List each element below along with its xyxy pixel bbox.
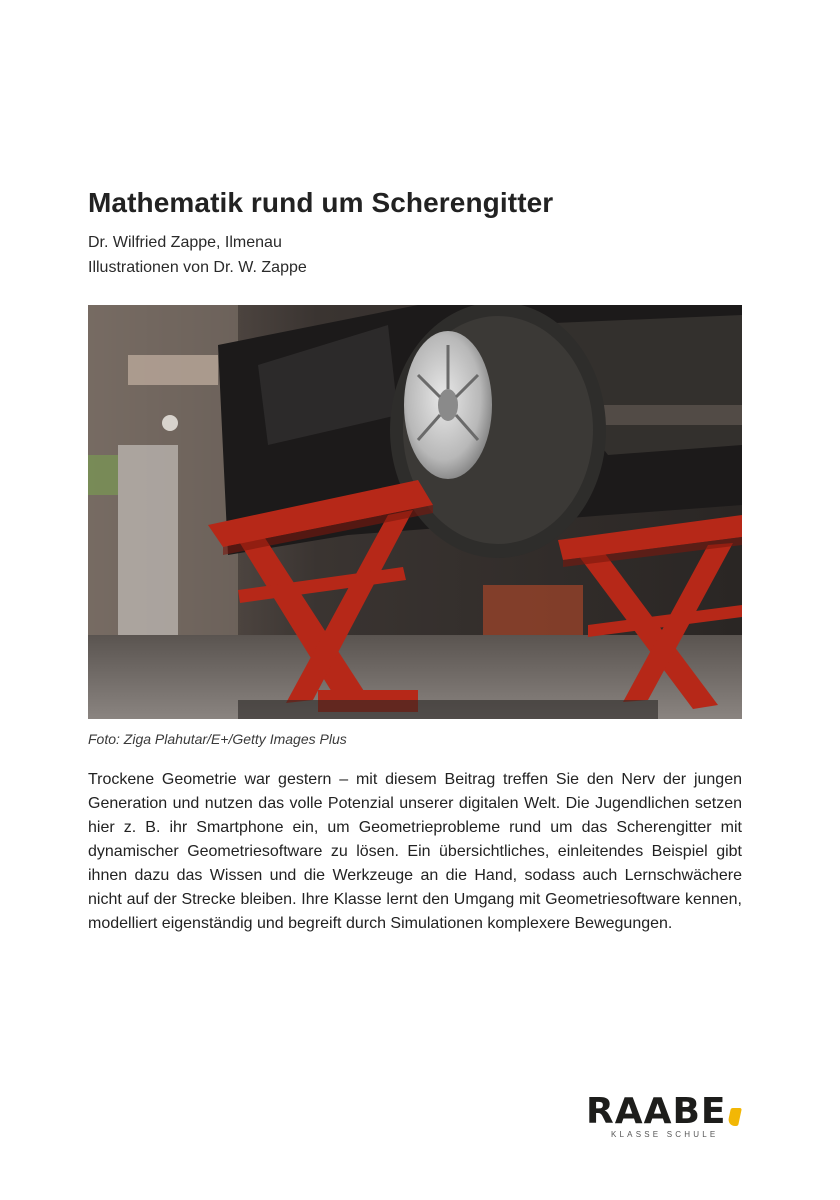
logo-tagline: KLASSE SCHULE [611, 1130, 719, 1139]
photo-caption: Foto: Ziga Plahutar/E+/Getty Images Plus [88, 731, 347, 747]
logo-comma-icon [727, 1108, 742, 1126]
author-block [88, 230, 307, 280]
page-title: Mathematik rund um Scherengitter [88, 186, 554, 218]
illustrator-credit: Illustrationen von Dr. W. Zappe [88, 259, 307, 276]
intro-paragraph: Trockene Geometrie war gestern – mit diesem Beitrag treffen Sie den Nerv der jungen Generation und nutzen das volle Potenzial unserer digitalen Welt. Die Jugendlichen setzen hier z. B. ihr Smartphone ein, um Geometrieprobleme rund um das Scherengitter mit dynamischer Geometriesoftware zu lösen. Ein übersichtliches, einleitendes Beispiel gibt ihnen dazu das Wissen und die Werkzeuge an die Hand, sodass auch Lernschwächere nicht auf der Strecke bleiben. Ihre Klasse lernt den Umgang mit Geometriesoftware kennen, modelliert eigenständig und begreift durch Simulationen komplexere Bewegungen. [88, 771, 742, 932]
author-name: Dr. Wilfried Zappe, Ilmenau [88, 234, 282, 251]
car-lift-photo [88, 305, 742, 719]
raabe-logo [586, 1092, 746, 1142]
logo-wordmark: RAABE [586, 1091, 727, 1132]
